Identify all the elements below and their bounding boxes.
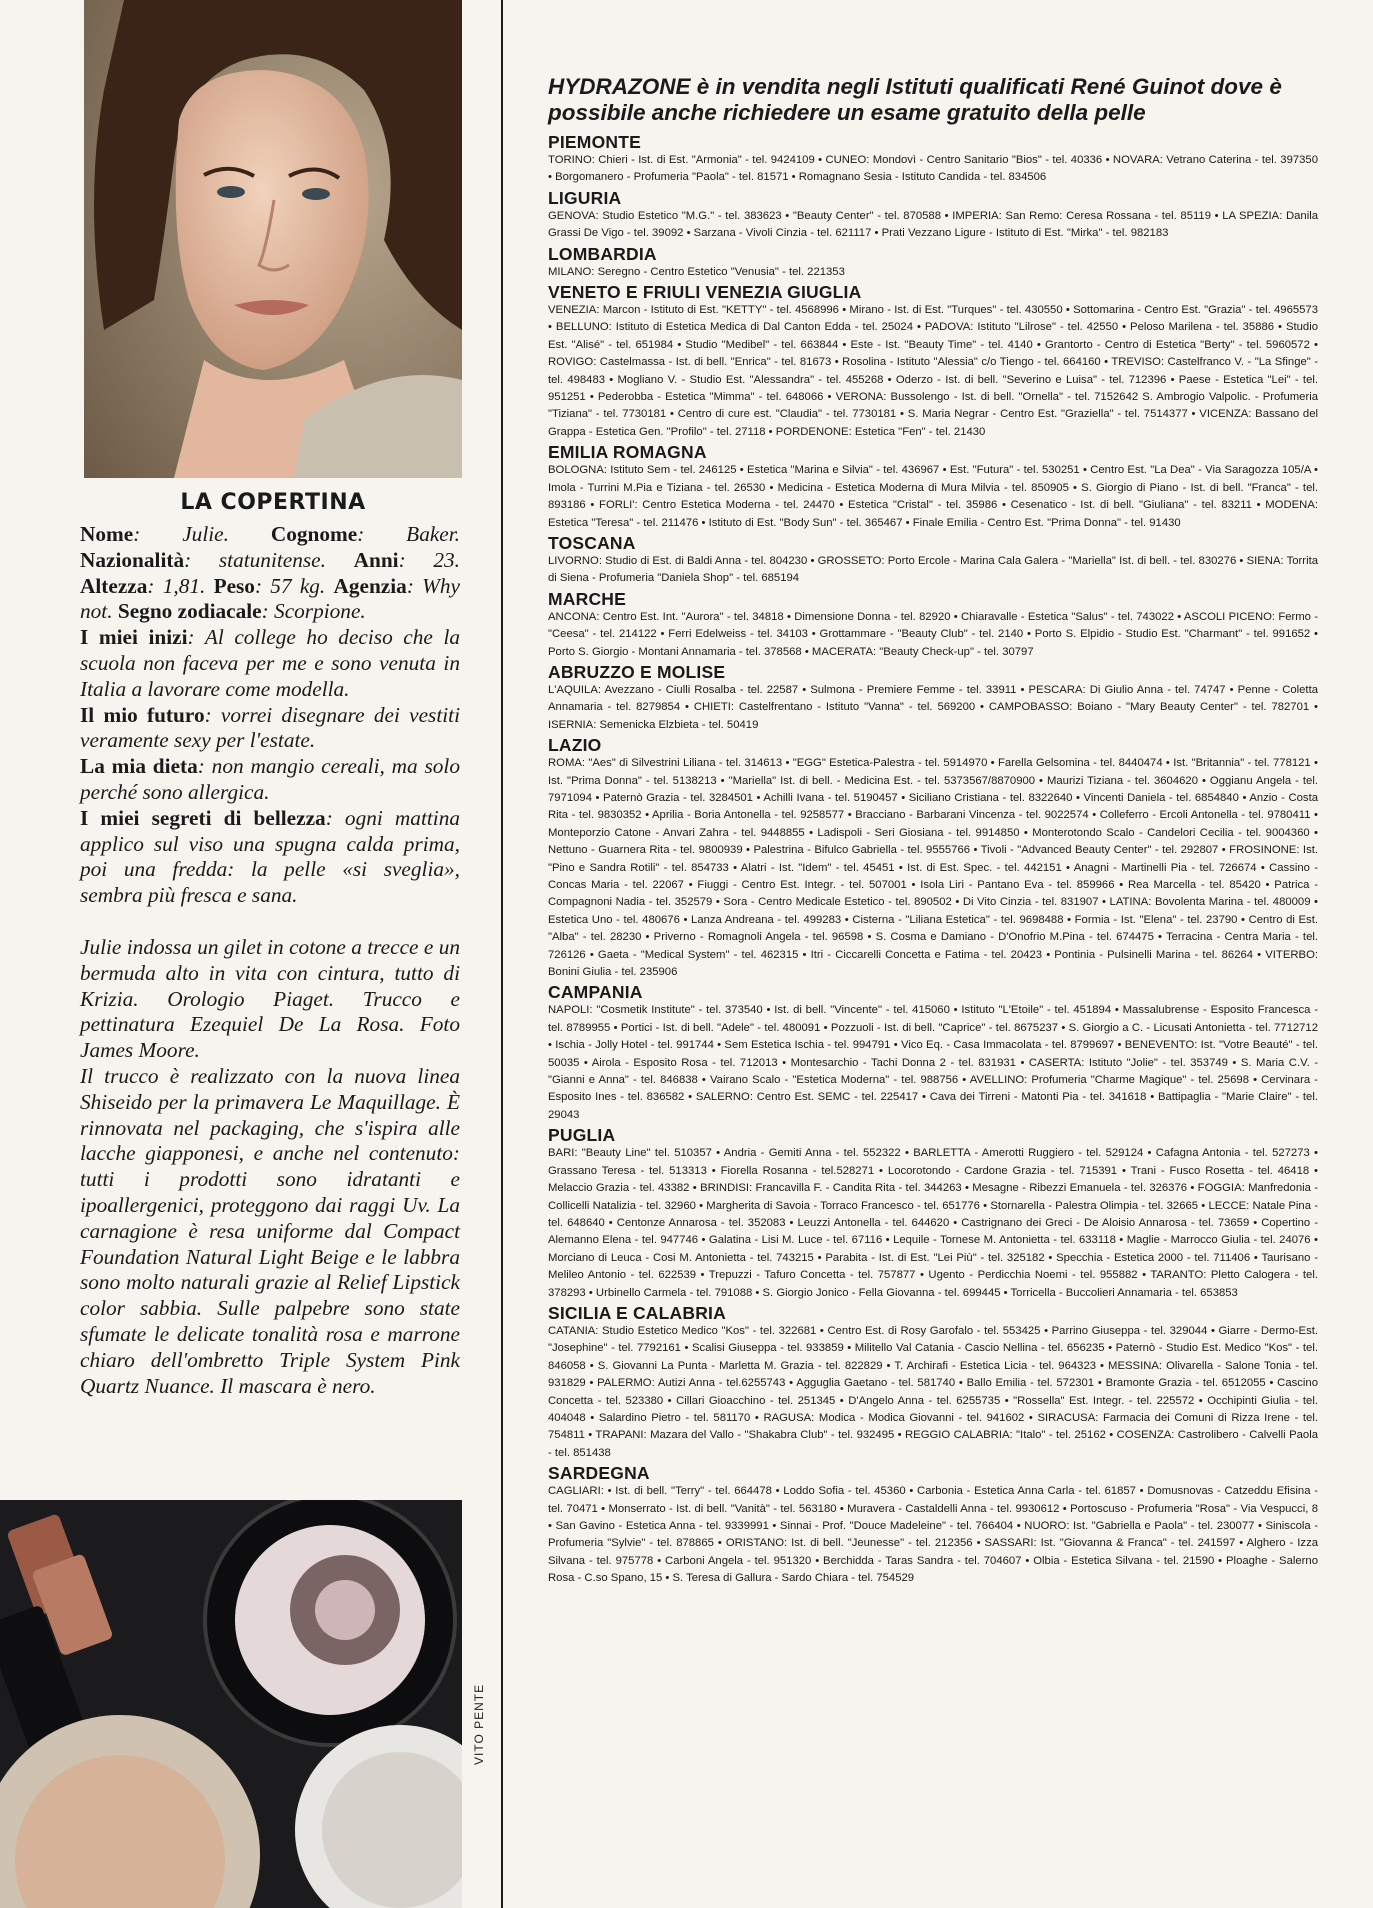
region-name: LIGURIA bbox=[548, 187, 622, 208]
bio-label: Altezza bbox=[80, 573, 148, 598]
region-name: TOSCANA bbox=[548, 532, 636, 553]
bio-value: : Why not. bbox=[80, 573, 460, 624]
region-listing: TORINO: Chieri - Ist. di Est. "Armonia" - tel. 9424109 • CUNEO: Mondovì - Centro Sanitario "Bios" - tel. 40336 • NOVARA: Vetrano Caterina - tel. 397350 • Borgomanero - Profumeria "Paola" - tel. 81571 • Romagnano Sesia - Istituto Candida - tel. 834506 bbox=[548, 154, 1318, 184]
bio-value: : 57 kg. bbox=[254, 573, 334, 598]
model-bio bbox=[80, 522, 460, 1399]
bio-paragraph bbox=[80, 703, 460, 755]
region-listing: CATANIA: Studio Estetico Medico "Kos" - tel. 322681 • Centro Est. di Rosy Garofalo - tel. 553425 • Parrino Giuseppa - tel. 329044 • Giarre - Dermo-Est. "Josephine" - tel. 7792161 • Scalisi Giuseppa - tel. 933859 • Militello Val Catania - Cascio Nellina - tel. 656235 • Paternò - Studio Est. Medico "Kos" - tel. 846058 • S. Giovanni La Punta - Marletta M. Grazia - tel. 822829 • T. Archirafi - Estetica Licia - tel. 964323 • MESSINA: Olivarella - Salone Tonia - tel. 931829 • PALERMO: Autizi Anna - tel.6255743 • Agguglia Gaetano - tel. 581740 • Ballo Emilia - tel. 572301 • Bramonte Grazia - tel. 6512055 • Cascino Concetta - tel. 523380 • Cillari Gioacchino - tel. 251345 • D'Angelo Anna - tel. 6255735 • "Rossella" Est. Integr. - tel. 225572 • Occhipinti Giulia - tel. 404048 • Salardino Pietro - tel. 581170 • RAGUSA: Modica - Modica Giovanni - tel. 941602 • SIRACUSA: Farmacia dei Comuni di Rizza Irene - tel. 754811 • TRAPANI: Mazara del Vallo - "Shakabra Club" - tel. 932495 • REGGIO CALABRIA: "Italo" - tel. 25162 • COSENZA: Castrolibero - Calvelli Paola - tel. 851438 bbox=[548, 1324, 1318, 1459]
credits-paragraph-1: Julie indossa un gilet in cotone a trecce e un bermuda alto in vita con cintura, tutto di Krizia. Orologio Piaget. Trucco e pettinatura Ezequiel De La Rosa. Foto James Moore. bbox=[80, 934, 460, 1063]
region-listing: ANCONA: Centro Est. Int. "Aurora" - tel. 34818 • Dimensione Donna - tel. 82920 • Chiaravalle - Estetica "Salus" - tel. 743022 • ASCOLI PICENO: Fermo - "Ceesa" - tel. 214122 • Ferri Edelweiss - tel. 34103 • Grottammare - "Beauty Club" - tel. 2140 • Porto S. Elpidio - Studio Est. "Charmant" - tel. 991652 • Porto S. Giorgio - Montani Annamaria - tel. 378568 • MACERATA: "Beauty Check-up" - tel. 30797 bbox=[548, 610, 1318, 658]
bio-paragraph bbox=[80, 522, 460, 625]
bio-paragraph bbox=[80, 625, 460, 702]
bio-label: Nome bbox=[80, 522, 134, 546]
bio-value: : Baker. bbox=[357, 522, 461, 546]
bio-paragraph bbox=[80, 754, 460, 806]
region-section bbox=[548, 188, 1318, 243]
cover-title: LA COPERTINA bbox=[180, 490, 366, 515]
photo-credit: VITO PENTE bbox=[472, 1683, 486, 1765]
region-section bbox=[548, 282, 1318, 441]
region-listing: GENOVA: Studio Estetico "M.G." - tel. 383623 • "Beauty Center" - tel. 870588 • IMPERIA: San Remo: Ceresa Rossana - tel. 85119 • LA SPEZIA: Danila Grassi De Vigo - tel. 39092 • Sarzana - Vivoli Cinzia - tel. 621117 • Prati Vezzano Ligure - Istituto di Est. "Mirka" - tel. 982183 bbox=[548, 209, 1318, 240]
region-section bbox=[548, 589, 1318, 661]
region-section bbox=[548, 442, 1318, 532]
region-listing: MILANO: Seregno - Centro Estetico "Venusia" - tel. 221353 bbox=[548, 265, 845, 278]
makeup-products-photo bbox=[0, 1500, 462, 1908]
region-name: VENETO E FRIULI VENEZIA GIUGLIA bbox=[548, 282, 862, 303]
region-name: PIEMONTE bbox=[548, 132, 641, 152]
region-name: EMILIA ROMAGNA bbox=[548, 442, 707, 463]
region-section bbox=[548, 662, 1318, 734]
left-column bbox=[0, 0, 486, 1908]
region-name: MARCHE bbox=[548, 588, 627, 609]
bio-label: Segno zodiacale bbox=[117, 599, 262, 624]
column-divider bbox=[501, 0, 503, 1908]
bio-value: : vorrei disegnare dei vestiti veramente sexy per l'estate. bbox=[80, 702, 460, 753]
bio-label: Peso bbox=[213, 573, 255, 598]
credits-paragraph-2: Il trucco è realizzato con la nuova linea Shiseido per la primavera Le Maquillage. È rinnovata nel packaging, che s'ispira alle lacche giapponesi, e anche nel contenuto: tutti i prodotti sono idratanti e ipoallergenici, proteggono dai raggi Uv. La carnagione è resa uniforme dal Compact Foundation Natural Light Beige e le labbra sono molto naturali grazie al Relief Lipstick color sabbia. Sulle palpebre sono state sfumate le delicate tonalità rosa e marrone chiaro dell'ombretto Triple System Pink Quartz Nuance. Il mascara è nero. bbox=[80, 1063, 460, 1398]
bio-label: La mia dieta bbox=[80, 754, 198, 779]
region-listing: ROMA: "Aes" di Silvestrini Liliana - tel. 314613 • "EGG" Estetica-Palestra - tel. 5914970 • Farella Gelsomina - tel. 8440474 • Ist. "Britannia" - tel. 778121 • Ist. "Prima Donna" - tel. 5138213 • "Mariella" Ist. di bell. - Medicina Est. - tel. 5373567/8870900 • Maurizi Tiziana - tel. 3604620 • Oggianu Angela - tel. 7971094 • Paternò Grazia - tel. 3284501 • Achilli Ivana - tel. 5190457 • Siciliano Cristiana - tel. 8322640 • Vincenti Daniela - tel. 6854840 • Anzio - Costa Rita - tel. 9830352 • Aprilia - Boria Antonella - tel. 9258577 • Bracciano - Barbarani Vincenza - tel. 9022574 • Colleferro - Ercoli Antonella - tel. 9780411 • Monteporzio Catone - Anvari Zahra - tel. 9448855 • Ladispoli - Seri Giosiana - tel. 9914850 • Monterotondo Scalo - Candelori Cecilia - tel. 9004360 • Nettuno - Guarnera Rita - tel. 9800939 • Palestrina - Bifulco Gabriella - tel. 9555766 • Tivoli - "Advanced Beauty Center" - tel. 292807 • FROSINONE: Ist. "Pino e Sandra Rotili" - tel. 854733 • Alatri - Ist. "Idem" - tel. 45451 • Ist. di Est. Spec. - tel. 442151 • Anagni - Martinelli Pia - tel. 726674 • Cassino - Concas Maria - tel. 22067 • Fiuggi - Centro Est. Integr. - tel. 507001 • Isola Liri - Pantano Eva - tel. 859966 • Rea Marcella - tel. 85420 • Patrica - Compagnoni Nadia - tel. 352579 • Sora - Centro Medicale Estetico - tel. 890502 • Di Vito Cinzia - tel. 831907 • LATINA: Bovolenta Marina - tel. 480009 • Estetica Uno - tel. 480676 • Lanza Andreana - tel. 499283 • Cisterna - "Liliana Estetica" - tel. 9698488 • Formia - Ist. "Elena" - tel. 23790 • Centro di Est. "Alba" - tel. 28230 • Priverno - Romagnoli Angela - tel. 96598 • S. Cosma e Damiano - D'Onofrio M.Pina - tel. 674475 • Terracina - Centra Maria - tel. 726126 • Gaeta - "Medical System" - tel. 462315 • Itri - Ciccarelli Concetta e Fatima - tel. 20423 • Pontinia - Pulsinelli Marina - tel. 86264 • VITERBO: Bonini Giulia - tel. 235906 bbox=[548, 757, 1318, 979]
region-name: ABRUZZO E MOLISE bbox=[548, 661, 726, 682]
region-name: LAZIO bbox=[548, 735, 602, 756]
bio-value: : statunitense. bbox=[184, 547, 354, 572]
regions-list bbox=[548, 132, 1318, 1588]
region-listing: BARI: "Beauty Line" tel. 510357 • Andria - Gemiti Anna - tel. 552322 • BARLETTA - Amerotti Ruggiero - tel. 529124 • Cafagna Antonia - tel. 527273 • Grassano Teresa - tel. 513313 • Fiorella Rosanna - tel.528271 • Locorotondo - Cardone Grazia - tel. 715391 • Trani - Fusco Rosetta - tel. 46418 • Melaccio Grazia - tel. 43382 • BRINDISI: Francavilla F. - Candita Rita - tel. 344263 • Mesagne - Ribezzi Emanuela - tel. 326376 • FOGGIA: Manfredonia - Collicelli Natalizia - tel. 32960 • Margherita di Savoia - Torraco Francesco - tel. 651776 • Stornarella - Palestra Olimpia - tel. 32665 • LECCE: Natale Pina - tel. 648640 • Centonze Annarosa - tel. 352083 • Leuzzi Antonella - tel. 644620 • Castrignano dei Greci - De Aloisio Annarosa - tel. 73659 • Copertino - Alemanno Elena - tel. 947746 • Galatina - Lisi M. Luce - tel. 67116 • Lequile - Tornese M. Antonietta - tel. 633118 • Maglie - Marrocco Giulia - tel. 24076 • Morciano di Leuca - Cosi M. Antonietta - tel. 743215 • Parabita - Ist. di Est. "Lei Più" - tel. 325182 • Specchia - Estetica 2000 - tel. 711406 • Taurisano - Melileo Antonio - tel. 622539 • Trepuzzi - Tafuro Concetta - tel. 757877 • Ugento - Perdicchia Noemi - tel. 955882 • TARANTO: Pletto Calogera - tel. 378293 • Urbinello Carmela - tel. 791088 • S. Giorgio Jonico - Fella Giovanna - tel. 699445 • Torricella - Buccolieri Annamaria - tel. 653853 bbox=[548, 1147, 1318, 1299]
bio-paragraph bbox=[80, 806, 460, 909]
region-section bbox=[548, 1463, 1318, 1587]
region-section bbox=[548, 244, 1318, 281]
region-name: CAMPANIA bbox=[548, 982, 643, 1003]
bio-label: Il mio futuro bbox=[80, 702, 205, 727]
bio-label: Nazionalità bbox=[80, 547, 185, 572]
bio-value: : 23. bbox=[398, 547, 460, 572]
retailer-headline: HYDRAZONE è in vendita negli Istituti qualificati René Guinot dove è possibile anche richiedere un esame gratuito della pelle bbox=[548, 74, 1282, 125]
bio-value: : Scorpione. bbox=[261, 599, 366, 624]
region-listing: VENEZIA: Marcon - Istituto di Est. "KETTY" - tel. 4568996 • Mirano - Ist. di Est. "Turques" - tel. 430550 • Sottomarina - Centro Est. "Grazia" - tel. 4965573 • BELLUNO: Istituto di Estetica Medica di Dal Canton Edda - tel. 25024 • PADOVA: Istituto "Lilrose" - tel. 42550 • Peloso Marilena - tel. 35886 • Studio Est. "Alisé" - tel. 651984 • Studio "Medibel" - tel. 663844 • Este - Ist. "Beauty Time" - tel. 4140 • Grantorto - Centro di Estetica "Berty" - tel. 5960572 • ROVIGO: Castelmassa - Ist. di bell. "Enrica" - tel. 81673 • Rosolina - Istituto "Alessia" c/o Tiengo - tel. 664160 • TREVISO: Castelfranco V. - "La Sfinge" - tel. 498483 • Mogliano V. - Studio Est. "Alessandra" - tel. 455268 • Oderzo - Ist. di bell. "Severino e Luisa" - tel. 712396 • Paese - Estetica "Lei" - tel. 951251 • Pederobba - Estetica "Mimma" - tel. 648066 • VERONA: Bussolengo - Ist. di bell. "Ornella" - tel. 7152642 S. Ambrogio Valpolic. - Profumeria "Tiziana" - tel. 7730181 • Centro di cure est. "Claudia" - tel. 7730181 • S. Maria Negrar - Centro Est. "Graziella" - tel. 7514377 • VICENZA: Bassano del Grappa - Estetica Gen. "Profilo" - tel. 27118 • PORDENONE: Estetica "Fen" - tel. 21430 bbox=[548, 304, 1318, 438]
bio-label: I miei segreti di bellezza bbox=[80, 805, 326, 830]
region-name: LOMBARDIA bbox=[548, 243, 657, 264]
retailer-list-column bbox=[548, 74, 1318, 1589]
region-section bbox=[548, 1125, 1318, 1302]
bio-value: : non mangio cereali, ma solo perché sono allergica. bbox=[80, 754, 460, 804]
bio-facts bbox=[80, 522, 460, 909]
cover-model-photo bbox=[84, 0, 462, 478]
bio-label: Agenzia bbox=[333, 573, 407, 598]
region-section bbox=[548, 982, 1318, 1124]
region-section bbox=[548, 735, 1318, 981]
bio-value: : 1,81. bbox=[147, 573, 214, 598]
region-listing: CAGLIARI: • Ist. di bell. "Terry" - tel. 664478 • Loddo Sofia - tel. 45360 • Carbonia - Estetica Anna Carla - tel. 61857 • Domusnovas - Catzeddu Efisina - tel. 70471 • Monserrato - Ist. di bell. "Vanità" - tel. 563180 • Muravera - Castaldelli Anna - tel. 9930612 • Portoscuso - Profumeria "Rosa" - Via Vespucci, 8 • San Gavino - Estetica Anna - tel. 9339991 • Sinnai - Prof. "Douce Madeleine" - tel. 766404 • NUORO: Ist. "Gabriella e Paola" - tel. 230077 • Siniscola - Profumeria "Sylvie" - tel. 878865 • ORISTANO: Ist. di bell. "Jeunesse" - tel. 212356 • SASSARI: Ist. "Giovanna & Franca" - tel. 241597 • Alghero - Izza Silvana - tel. 975778 • Carboni Angela - tel. 951320 • Berchidda - Taras Sandra - tel. 704607 • Olbia - Estetica Silvana - tel. 21590 • Ploaghe - Salerno Rosa - C.so Spano, 15 • S. Teresa di Gallura - Sardo Chiara - tel. 754529 bbox=[548, 1485, 1318, 1585]
bio-value: : ogni mattina applico sul viso una spugna calda prima, poi una fredda: la pelle «si sveglia», sembra più fresca e sana. bbox=[80, 805, 460, 908]
bio-label: Anni bbox=[353, 547, 399, 572]
region-listing: LIVORNO: Studio di Est. di Baldi Anna - tel. 804230 • GROSSETO: Porto Ercole - Marina Cala Galera - "Mariella" Ist. di bell. - tel. 830276 • SIENA: Torrita di Siena - Profumeria "Daniela Shop" - tel. 685194 bbox=[548, 554, 1318, 585]
region-section bbox=[548, 533, 1318, 588]
region-name: SARDEGNA bbox=[548, 1463, 650, 1484]
region-listing: L'AQUILA: Avezzano - Ciulli Rosalba - tel. 22587 • Sulmona - Premiere Femme - tel. 33911 • PESCARA: Di Giulio Anna - tel. 74747 • Penne - Coletta Annamaria - tel. 8279854 • CHIETI: Castelfrentano - Istituto "Vanna" - tel. 569200 • CAMPOBASSO: Boiano - "Mary Beauty Center" - tel. 782701 • ISERNIA: Semenicka Elzbieta - tel. 50419 bbox=[548, 683, 1318, 731]
region-listing: BOLOGNA: Istituto Sem - tel. 246125 • Estetica "Marina e Silvia" - tel. 436967 • Est. "Futura" - tel. 530251 • Centro Est. "La Dea" - Via Saragozza 105/A • Imola - Turrini M.Pia e Tiziana - tel. 26530 • Medicina - Estetica Moderna di Mura Milvia - tel. 850905 • S. Giorgio di Piano - Ist. di bell. "Franca" - tel. 893186 • FORLI': Centro Estetica Moderna - tel. 24470 • Estetica "Cristal" - tel. 35986 • Cesenatico - Ist. di bell. "Giuliana" - tel. 83211 • MODENA: Estetica "Teresa" - tel. 211476 • Istituto di Est. "Body Sun" - tel. 365467 • Finale Emilia - Centro Est. "Prima Donna" - tel. 91430 bbox=[548, 464, 1318, 529]
region-section bbox=[548, 132, 1318, 187]
bio-value: : Julie. bbox=[133, 522, 271, 546]
region-listing: NAPOLI: "Cosmetik Institute" - tel. 373540 • Ist. di bell. "Vincente" - tel. 415060 • Istituto "L'Etoile" - tel. 451894 • Massalubrense - Esposito Francesca - tel. 8789955 • Portici - Ist. di bell. "Adele" - tel. 480091 • Pozzuoli - Ist. di bell. "Caprice" - tel. 8675237 • S. Giorgio a C. - Licusati Antonietta - tel. 7712712 • Ischia - Jolly Hotel - tel. 991744 • Sem Estetica Ischia - tel. 994791 • Vico Eq. - Casa Immacolata - tel. 8799697 • BENEVENTO: Ist. "Votre Beauté" - tel. 50035 • Airola - Esposito Rosa - tel. 712013 • Montesarchio - Tachi Donna 2 - tel. 831931 • CASERTA: Istituto "Jolie" - tel. 353749 • S. Maria C.V. - "Gianni e Anna" - tel. 846838 • Vairano Scalo - "Estetica Moderna" - tel. 988756 • AVELLINO: Profumeria "Charme Magique" - tel. 25698 • Cervinara - Esposito Ines - tel. 836582 • SALERNO: Centro Est. SEMC - tel. 225417 • Cava dei Tirreni - Matonti Pia - tel. 341618 • Battipaglia - "Marie Claire" - tel. 29043 bbox=[548, 1004, 1318, 1121]
region-name: SICILIA E CALABRIA bbox=[548, 1302, 726, 1323]
bio-label: I miei inizi bbox=[80, 625, 188, 650]
bio-value: : Al college ho deciso che la scuola non faceva per me e sono venuta in Italia a lavorare come modella. bbox=[80, 625, 461, 701]
region-name: PUGLIA bbox=[548, 1125, 616, 1146]
bio-label: Cognome bbox=[270, 522, 358, 546]
region-section bbox=[548, 1303, 1318, 1462]
